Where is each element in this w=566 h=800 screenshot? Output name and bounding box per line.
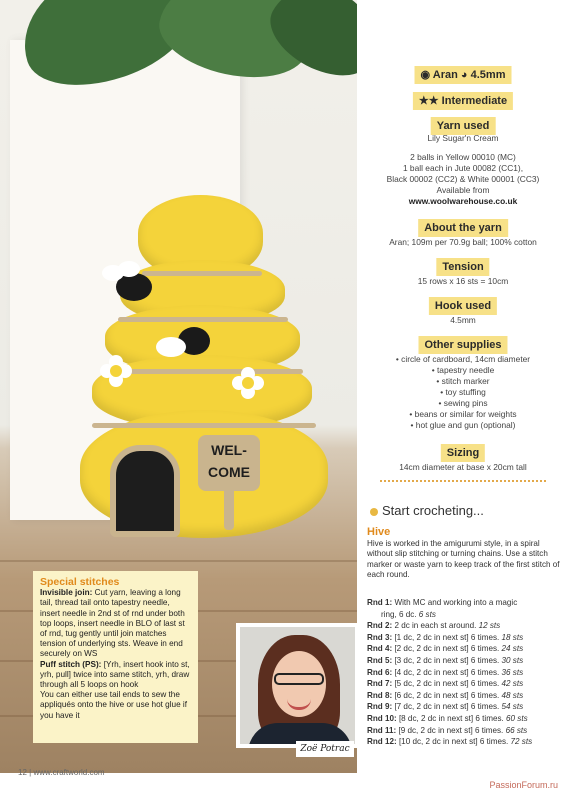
hive-subheading: Hive (367, 526, 391, 538)
supply-item: • sewing pins (438, 398, 488, 408)
supply-item: • beans or similar for weights (409, 409, 517, 419)
yarn-used-text: Lily Sugar'n Cream 2 balls in Yellow 00010 (MC) 1 ball each in Jute 00082 (CC1), Black 00002 (CC2) & White 00001 (CC3) Available from www.woolwarehouse.co.uk (360, 133, 566, 207)
skill-pill: ★★ Intermediate (413, 92, 513, 110)
yarn-used-heading: Yarn used (431, 117, 496, 135)
round-row: Rnd 5: [3 dc, 2 dc in next st] 6 times. 30 sts (367, 655, 524, 665)
bee-icon (178, 327, 210, 355)
tension-heading: Tension (436, 258, 489, 276)
crochet-beehive (80, 195, 330, 540)
special-stitches-box (33, 571, 198, 743)
round-row: Rnd 10: [8 dc, 2 dc in next st] 6 times. 60 sts (367, 713, 528, 723)
jute-band (92, 423, 316, 428)
sign-line-1: WEL- (211, 442, 247, 458)
bullet-icon (370, 508, 378, 516)
supply-item: • tapestry needle (431, 365, 495, 375)
round-row: Rnd 1: With MC and working into a magic (367, 598, 518, 607)
start-heading: Start crocheting... (370, 503, 484, 518)
round-row: Rnd 3: [1 dc, 2 dc in next st] 6 times. 18 sts (367, 632, 524, 642)
yarn-url[interactable]: www.woolwarehouse.co.uk (408, 196, 518, 206)
jute-band (118, 317, 288, 322)
glasses-icon (274, 673, 324, 685)
round-row: Rnd 6: [4 dc, 2 dc in next st] 6 times. 36 sts (367, 667, 524, 677)
invisible-join: Invisible join: Cut yarn, leaving a long tail, thread tail onto tapestry needle, insert needle in 2nd st of rnd under both top loops, insert needle in BLO of last st of rnd, tug gently until join matches tension of underlying sts. Weave in end securely on WS (40, 588, 185, 659)
welcome-sign (198, 435, 260, 491)
about-yarn-heading: About the yarn (418, 219, 508, 237)
sizing-text: 14cm diameter at base x 20cm tall (399, 462, 527, 472)
hook-used-text: 4.5mm (450, 315, 476, 325)
page-number: 12 (18, 768, 27, 777)
divider (380, 480, 546, 482)
supply-item: • toy stuffing (440, 387, 486, 397)
about-yarn-text: Aran; 109m per 70.9g ball; 100% cotton (389, 237, 537, 247)
sign-line-2: COME (208, 464, 250, 480)
round-row: Rnd 7: [5 dc, 2 dc in next st] 6 times. 42 sts (367, 679, 524, 689)
other-supplies-list (360, 354, 566, 431)
round-row: Rnd 12: [10 dc, 2 dc in next st] 6 times. 72 sts (367, 737, 533, 747)
round-row: Rnd 9: [7 dc, 2 dc in next st] 6 times. 54 sts (367, 702, 524, 712)
page-footer: 12 | www.craftworld.com (18, 768, 105, 777)
hive-intro: Hive is worked in the amigurumi style, in a spiral without slip stitching or turning chains. Use a stitch marker or waste yarn to keep track of the first stitch of each round. (367, 539, 560, 580)
weight-label: Aran (432, 69, 458, 81)
supply-item: • hot glue and gun (optional) (410, 420, 516, 430)
jute-band (142, 271, 262, 276)
flower-icon (232, 367, 264, 399)
flower-icon (100, 355, 132, 387)
hook-size-label: 4.5mm (470, 69, 506, 81)
special-stitches-heading: Special stitches (40, 576, 120, 588)
hook-icon: ◕ (460, 69, 468, 81)
sizing-heading: Sizing (441, 444, 485, 462)
round-row: Rnd 2: 2 dc in each st around. 12 sts (367, 621, 501, 631)
footer-site: www.craftworld.com (33, 768, 105, 777)
rounds-list (367, 597, 563, 748)
hive-door (110, 445, 180, 537)
hook-used-heading: Hook used (429, 297, 497, 315)
tension-text: 15 rows x 16 sts = 10cm (417, 276, 509, 286)
yarn-ball-icon: ◉ (420, 69, 431, 81)
tail-note: You can either use tail ends to sew the appliqués onto the hive or use hot glue if you have it (40, 690, 188, 720)
other-supplies-heading: Other supplies (418, 336, 507, 354)
round-row: Rnd 4: [2 dc, 2 dc in next st] 6 times. 24 sts (367, 644, 524, 654)
round-row: Rnd 8: [6 dc, 2 dc in next st] 6 times. 48 sts (367, 690, 524, 700)
supply-item: • stitch marker (436, 376, 490, 386)
weight-hook-pill (415, 66, 512, 84)
puff-stitch: Puff stitch (PS): [Yrh, insert hook into st, yrh, pull] twice into same stitch, yrh, draw through all 5 loops on hook (40, 659, 190, 690)
designer-name: Zoë Potrac (296, 741, 354, 757)
watermark: PassionForum.ru (489, 780, 558, 790)
sign-post (224, 485, 234, 530)
round-row: Rnd 11: [9 dc, 2 dc in next st] 6 times. 66 sts (367, 725, 528, 735)
jute-band (105, 369, 303, 374)
round-row: ring, 6 dc. 6 sts (381, 609, 436, 619)
bee-icon (116, 273, 152, 301)
floor-board (0, 560, 357, 562)
supply-item: • circle of cardboard, 14cm diameter (395, 354, 531, 364)
designer-photo (236, 623, 359, 748)
